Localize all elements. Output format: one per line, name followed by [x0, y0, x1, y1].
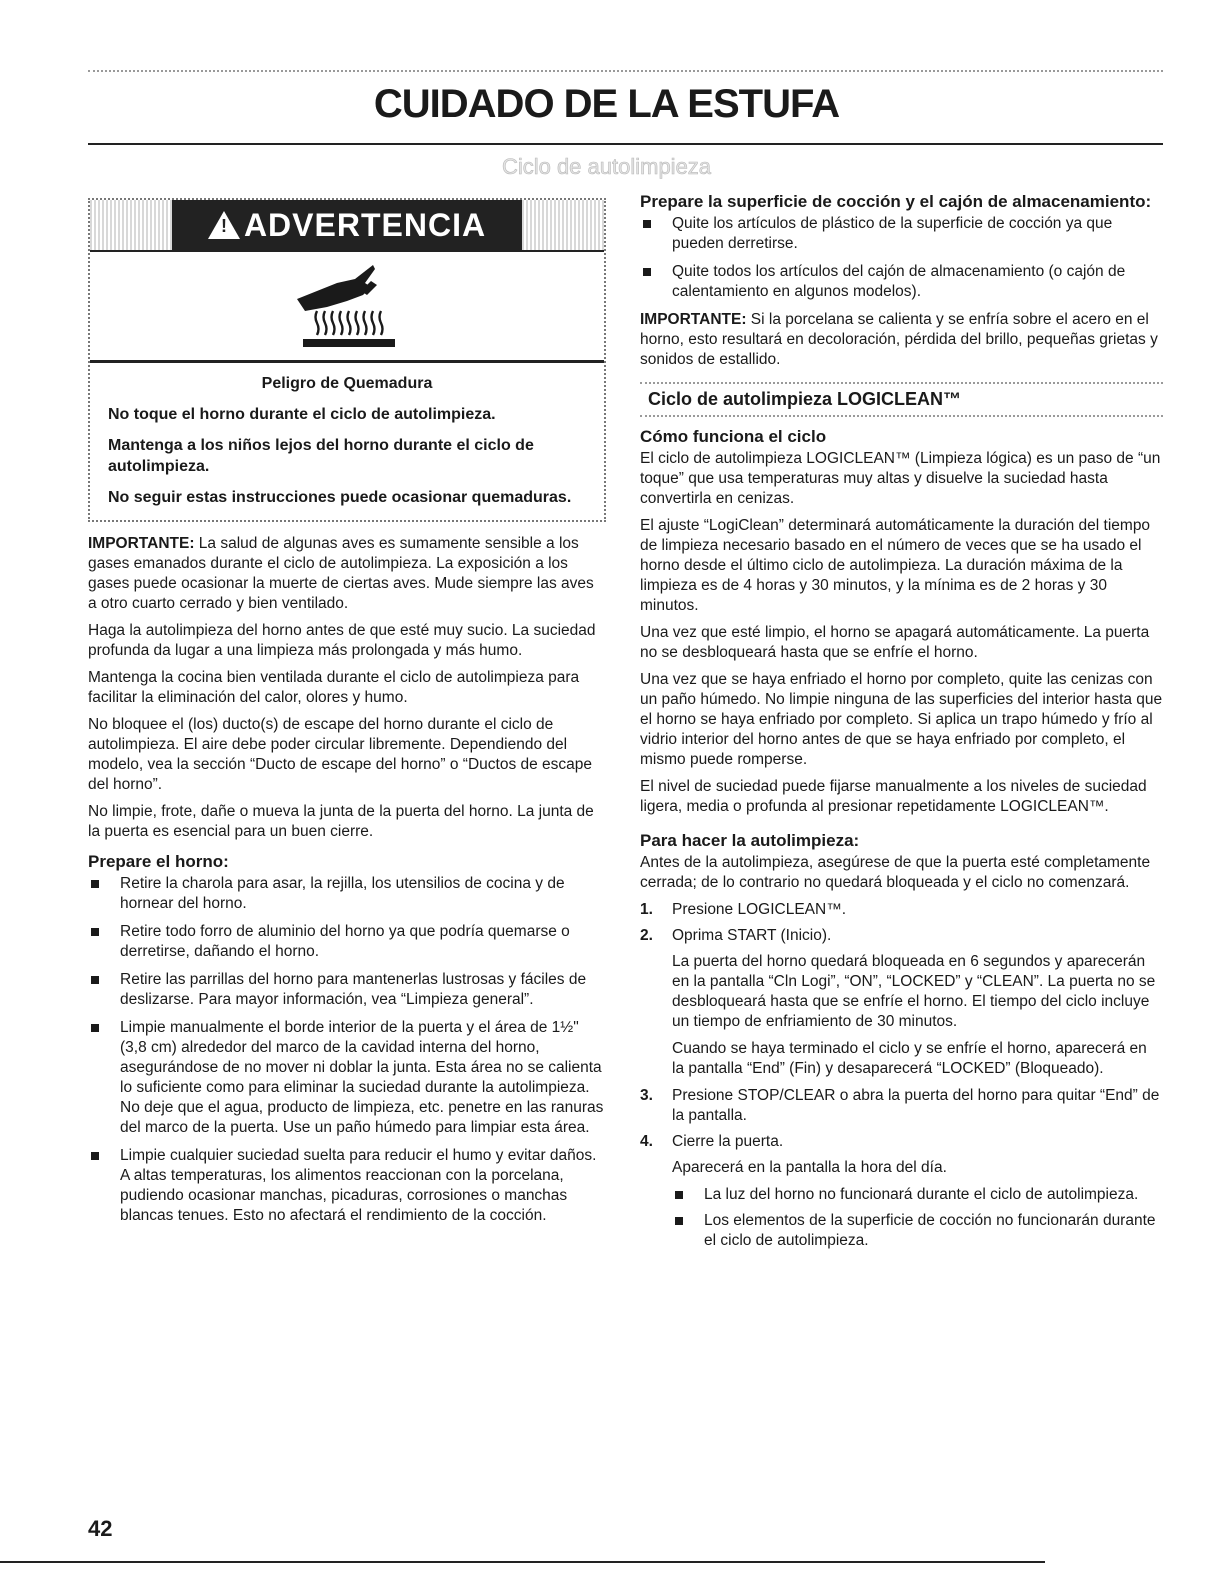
paragraph: El nivel de suciedad puede fijarse manualmente a los niveles de suciedad ligera, media o profunda al presionar repetidamente LOGICLEAN™. — [640, 778, 1147, 815]
title-rule — [88, 143, 1163, 145]
warning-line: No toque el horno durante el ciclo de autolimpieza. — [108, 406, 496, 423]
paragraph: Una vez que esté limpio, el horno se apagará automáticamente. La puerta no se desbloqueará hasta que se enfríe el horno. — [640, 624, 1150, 661]
prepare-oven-heading: Prepare el horno: — [88, 852, 229, 871]
important-porcelain: IMPORTANTE: Si la porcelana se calienta y se enfría sobre el acero en el horno, esto resultará en decoloración, pérdida del brillo, pequeñas grietas y sonidos de estallido. — [640, 311, 1158, 368]
page-number: 42 — [88, 1516, 113, 1541]
list-item: La luz del horno no funcionará durante el ciclo de autolimpieza. — [672, 1185, 1163, 1205]
step-detail: Aparecerá en la pantalla la hora del día. — [672, 1159, 947, 1176]
step-item: 1. Presione LOGICLEAN™. — [640, 901, 847, 918]
steps-list — [640, 900, 1163, 1251]
bottom-rule — [0, 1561, 1045, 1563]
section-title: Ciclo de autolimpieza — [501, 154, 712, 179]
step-item: 3. Presione STOP/CLEAR o abra la puerta del horno para quitar “End” de la pantalla. — [640, 1087, 1160, 1124]
list-item: Limpie cualquier suciedad suelta para reducir el humo y evitar daños. A altas temperaturas, los alimentos reaccionan con la porcelana, pudiendo ocasionar manchas, picaduras, corrosiones o manchas blancas tenues. Esto no afectará el rendimiento de la cocción. — [88, 1146, 606, 1226]
paragraph: El ciclo de autolimpieza LOGICLEAN™ (Limpieza lógica) es un paso de “un toque” que usa temperaturas muy altas y disuelve la suciedad hasta convertirla en cenizas. — [640, 450, 1161, 507]
list-item: Retire las parrillas del horno para mantenerlas lustrosas y fáciles de deslizarse. Para mayor información, vea “Limpieza general”. — [88, 970, 606, 1010]
list-item: Quite todos los artículos del cajón de almacenamiento (o cajón de calentamiento en algunos modelos). — [640, 262, 1163, 302]
top-dotted-rule — [88, 70, 1163, 72]
list-item: Retire la charola para asar, la rejilla, los utensilios de cocina y de hornear del horno. — [88, 874, 606, 914]
step-detail: La puerta del horno quedará bloqueada en 6 segundos y aparecerán en la pantalla “Cln Logi”, “ON”, “LOCKED” y “CLEAN”. La puerta no se desbloqueará hasta que se enfríe el horno. El tiempo del ciclo incluye un tiempo de enfriamiento de 30 minutos. — [672, 953, 1156, 1030]
do-clean-intro: Antes de la autolimpieza, asegúrese de que la puerta esté completamente cerrada; de lo contrario no quedará bloqueada y el ciclo no comenzará. — [640, 854, 1151, 891]
how-it-works-heading: Cómo funciona el ciclo — [640, 427, 827, 446]
list-item: Limpie manualmente el borde interior de la puerta y el área de 1½" (3,8 cm) alrededor del marco de la cavidad interna del horno, asegurándose de no mover ni doblar la junta. Esta área no se calienta lo suficiente como para eliminar la suciedad durante la autolimpieza. No deje que el agua, producto de limpieza, etc. penetre en las ranuras del marco de la puerta. Use un paño húmedo para limpiar esta área. — [88, 1018, 606, 1138]
warning-triangle-icon: ! — [208, 211, 240, 239]
left-column — [88, 190, 606, 1234]
important-birds: IMPORTANTE: La salud de algunas aves es sumamente sensible a los gases emanados durante el ciclo de autolimpieza. La exposición a los gases puede ocasionar la muerte de ciertas aves. Mude siempre las aves a otro cuarto cerrado y bien ventilado. — [88, 535, 594, 612]
paragraph: No bloquee el (los) ducto(s) de escape del horno durante el ciclo de autolimpieza. El aire debe poder circular libremente. Dependiendo del modelo, vea la sección “Ducto de escape del horno” o “Ductos de escape del horno”. — [88, 716, 593, 793]
warning-header — [90, 200, 604, 252]
list-item: Retire todo forro de aluminio del horno ya que podría quemarse o derretirse, dañando el horno. — [88, 922, 606, 962]
do-clean-heading: Para hacer la autolimpieza: — [640, 831, 860, 850]
prepare-surface-heading: Prepare la superficie de cocción y el cajón de almacenamiento: — [640, 192, 1152, 211]
step-item: 4. Cierre la puerta. Aparecerá en la pantalla la hora del día. La luz del horno no funcionará durante el ciclo de autolimpieza. Los elementos de la superficie de cocción no funcionarán durante el ciclo de autolimpieza. — [640, 1132, 1163, 1251]
paragraph: Una vez que se haya enfriado el horno por completo, quite las cenizas con un paño húmedo. No limpie ninguna de las superficies del interior hasta que el horno se haya enfriado por completo. Si aplica un trapo húmedo y frío al vidrio interior del horno antes de que se haya enfriado por completo, el mismo puede romperse. — [640, 671, 1163, 768]
warning-hazard: Peligro de Quemadura — [261, 375, 433, 392]
paragraph: Haga la autolimpieza del horno antes de que esté muy sucio. La suciedad profunda da lugar a una limpieza más prolongada y más humo. — [88, 622, 596, 659]
warning-title: ADVERTENCIA — [243, 207, 487, 243]
warning-line: Mantenga a los niños lejos del horno durante el ciclo de autolimpieza. — [108, 437, 534, 475]
warning-line: No seguir estas instrucciones puede ocasionar quemaduras. — [108, 489, 572, 506]
warning-box — [88, 198, 606, 522]
page-title: CUIDADO DE LA ESTUFA — [373, 82, 840, 126]
paragraph: Mantenga la cocina bien ventilada durante el ciclo de autolimpieza para facilitar la eliminación del calor, olores y humo. — [88, 669, 580, 706]
list-item: Los elementos de la superficie de cocción no funcionarán durante el ciclo de autolimpieza. — [672, 1211, 1163, 1251]
paragraph: El ajuste “LogiClean” determinará automáticamente la duración del tiempo de limpieza necesario basado en el número de veces que se ha usado el horno desde el último ciclo de autolimpieza. La duración máxima de la limpieza es de 4 horas y 30 minutos, y la mínima es de 2 horas y 30 minutos. — [640, 517, 1151, 614]
logiclean-heading: Ciclo de autolimpieza LOGICLEAN™ — [640, 382, 1163, 417]
prepare-surface-list — [640, 214, 1163, 302]
step-detail: Cuando se haya terminado el ciclo y se enfríe el horno, aparecerá en la pantalla “End” (Fin) y desaparecerá “LOCKED” (Bloqueado). — [672, 1040, 1147, 1077]
right-column — [640, 190, 1163, 1257]
hot-surface-hand-icon — [90, 252, 604, 363]
step-bullets — [672, 1185, 1163, 1251]
prepare-oven-list — [88, 874, 606, 1226]
list-item: Quite los artículos de plástico de la superficie de cocción ya que pueden derretirse. — [640, 214, 1163, 254]
step-item: 2. Oprima START (Inicio). La puerta del horno quedará bloqueada en 6 segundos y aparecerán en la pantalla “Cln Logi”, “ON”, “LOCKED” y “CLEAN”. La puerta no se desbloqueará hasta que se enfríe el horno. El tiempo del ciclo incluye un tiempo de enfriamiento de 30 minutos. Cuando se haya terminado el ciclo y se enfríe el horno, aparecerá en la pantalla “End” (Fin) y desaparecerá “LOCKED” (Bloqueado). — [640, 926, 1163, 1079]
paragraph: No limpie, frote, dañe o mueva la junta de la puerta del horno. La junta de la puerta es esencial para un buen cierre. — [88, 803, 594, 840]
